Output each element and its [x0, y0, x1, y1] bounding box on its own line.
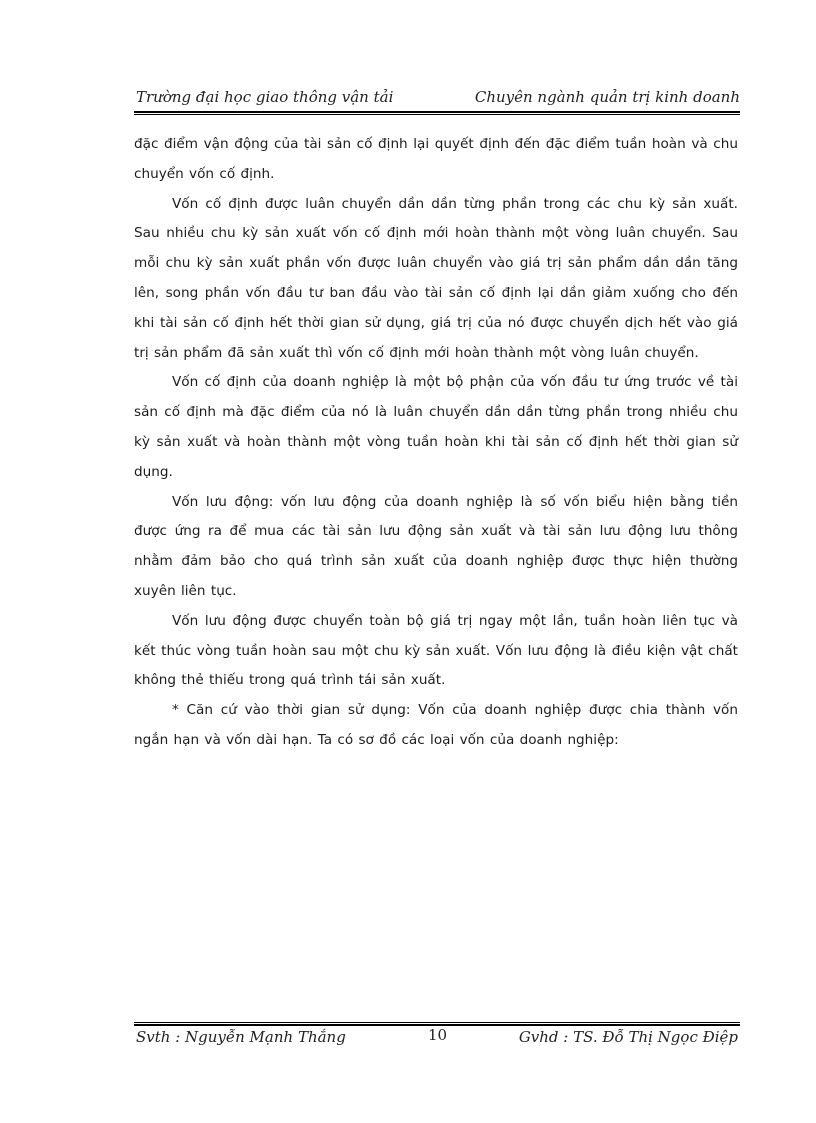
- page-header: [134, 88, 740, 110]
- header-school: Trường đại học giao thông vận tải: [136, 88, 394, 106]
- paragraph-5: Vốn lưu động được chuyển toàn bộ giá trị ngay một lần, tuần hoàn liên tục và kết thúc vòng tuần hoàn sau một chu kỳ sản xuất. Vốn lưu động là điều kiện vật chất không thẻ thiếu trong quá trình tái sản xuất.: [134, 612, 738, 689]
- paragraph-2: Vốn cố định được luân chuyển dần dần từng phần trong các chu kỳ sản xuất. Sau nhiều chu kỳ sản xuất vốn cố định mới hoàn thành một vòng luân chuyển. Sau mỗi chu kỳ sản xuất phần vốn được luân chuyển vào giá trị sản phẩm dần dần tăng lên, song phần vốn đầu tư ban đầu vào tài sản cố định lại dần giảm xuống cho đến khi tài sản cố định hết thời gian sử dụng, giá trị của nó được chuyển dịch hết vào giá trị sản phẩm đã sản xuất thì vốn cố định mới hoàn thành một vòng luân chuyển.: [134, 195, 738, 361]
- paragraph-6: * Căn cứ vào thời gian sử dụng: Vốn của doanh nghiệp được chia thành vốn ngắn hạn và vốn dài hạn. Ta có sơ đồ các loại vốn của doanh nghiệp:: [134, 702, 738, 748]
- header-rule-thin: [134, 114, 740, 115]
- footer-rule-thin: [134, 1022, 740, 1023]
- page-footer: [134, 1028, 740, 1050]
- paragraph-3: Vốn cố định của doanh nghiệp là một bộ phận của vốn đầu tư ứng trước về tài sản cố định mà đặc điểm của nó là luân chuyển dần dần từng phần trong nhiều chu kỳ sản xuất và hoàn thành một vòng tuần hoàn khi tài sản cố định hết thời gian sử dụng.: [134, 374, 738, 480]
- paragraph-4: Vốn lưu động: vốn lưu động của doanh nghiệp là số vốn biểu hiện bằng tiền được ứng ra để mua các tài sản lưu động sản xuất và tài sản lưu động lưu thông nhằm đảm bảo cho quá trình sản xuất của doanh nghiệp được thực hiện thường xuyên liên tục.: [134, 493, 738, 599]
- body-text: [134, 130, 738, 756]
- header-major: Chuyên ngành quản trị kinh doanh: [474, 88, 740, 106]
- footer-student: Svth : Nguyễn Mạnh Thắng: [136, 1028, 346, 1046]
- footer-advisor: Gvhd : TS. Đỗ Thị Ngọc Điệp: [518, 1028, 738, 1046]
- header-rule: [134, 111, 740, 113]
- paragraph-1: đặc điểm vận động của tài sản cố định lại quyết định đến đặc điểm tuần hoàn và chu chuyển vốn cố định.: [134, 136, 738, 182]
- page-number: 10: [428, 1026, 448, 1044]
